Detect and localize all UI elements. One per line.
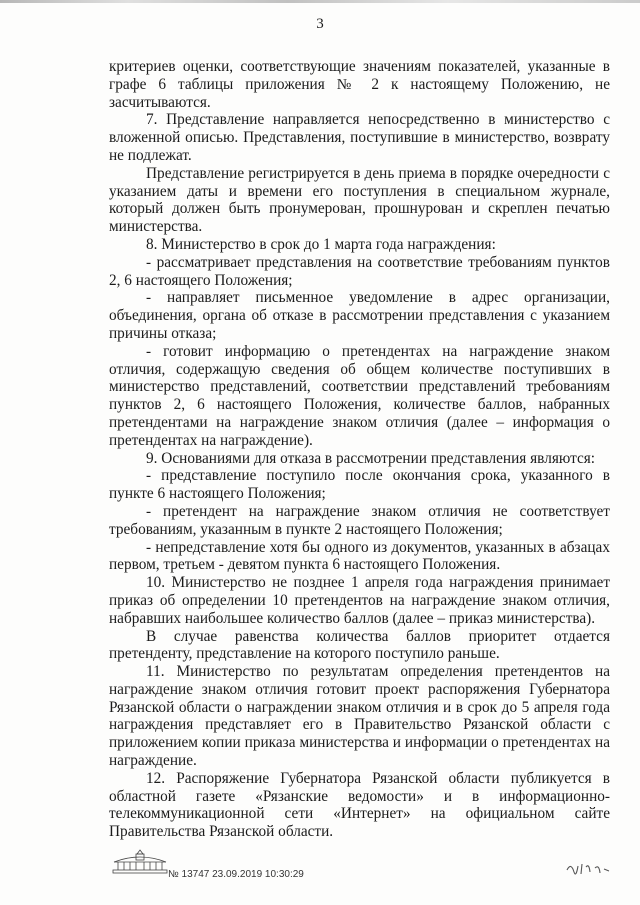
paragraph-1: критериев оценки, соответствующие значениям показателей, указанные в графе 6 таблицы приложения № 2 к настоящему Положению, не засчитываются.	[109, 58, 610, 111]
paragraph-15: 12. Распоряжение Губернатора Рязанской области публикуется в областной газете «Рязанские ведомости» и в информационно-телекоммуникационной сети «Интернет» на официальном сайте Правительства Рязанской области.	[109, 769, 610, 841]
paragraph-6: - направляет письменное уведомление в адрес организации, объединения, органа об отказе в рассмотрении представления с указанием причины отказа;	[109, 289, 610, 342]
document-body	[109, 58, 610, 841]
document-registration-id: № 13747 23.09.2019 10:30:29	[168, 869, 304, 880]
government-building-logo-icon	[110, 848, 170, 876]
paragraph-12: 10. Министерство не позднее 1 апреля года награждения принимает приказ об определении 10 претендентов на награждение знаком отличия, набравших наибольшее количество баллов (далее – приказ министерства).	[109, 574, 610, 627]
paragraph-5: - рассматривает представления на соответствие требованиям пунктов 2, 6 настоящего Положения;	[109, 253, 610, 289]
paragraph-4: 8. Министерство в срок до 1 марта года награждения:	[146, 235, 496, 253]
handwritten-mark-icon	[565, 858, 613, 880]
paragraph-14: 11. Министерство по результатам определения претендентов на награждение знаком отличия готовит проект распоряжения Губернатора Рязанской области о награждении знаком отличия и в срок до 5 апреля года награждения представляет его в Правительство Рязанской области с приложением копии приказа министерства и информации о претендентах на награждение.	[109, 663, 610, 770]
paragraph-8: 9. Основаниями для отказа в рассмотрении представления являются:	[146, 449, 596, 467]
scan-edge	[0, 0, 640, 3]
paragraph-13: В случае равенства количества баллов приоритет отдается претенденту, представление на которого поступило раньше.	[109, 627, 610, 663]
paragraph-7: - готовит информацию о претендентах на награждение знаком отличия, содержащую сведения об общем количестве поступивших в министерство представлений, соответствии представлений требованиям пунктов 2, 6 настоящего Положения, количестве баллов, набранных претендентами на награждение знаком отличия (далее – информация о претендентах на награждение).	[109, 342, 610, 449]
paragraph-11: - непредставление хотя бы одного из документов, указанных в абзацах первом, третьем - девятом пункта 6 настоящего Положения.	[109, 538, 610, 574]
paragraph-3: Представление регистрируется в день приема в порядке очередности с указанием даты и времени его поступления в специальном журнале, который должен быть пронумерован, прошнурован и скреплен печатью министерства.	[109, 164, 610, 236]
paragraph-2: 7. Представление направляется непосредственно в министерство с вложенной описью. Представления, поступившие в министерство, возврату не подлежат.	[109, 111, 610, 164]
paragraph-10: - претендент на награждение знаком отличия не соответствует требованиям, указанным в пункте 2 настоящего Положения;	[109, 502, 610, 538]
page-number: 3	[316, 16, 324, 32]
paragraph-9: - представление поступило после окончания срока, указанного в пункте 6 настоящего Положения;	[109, 467, 610, 503]
